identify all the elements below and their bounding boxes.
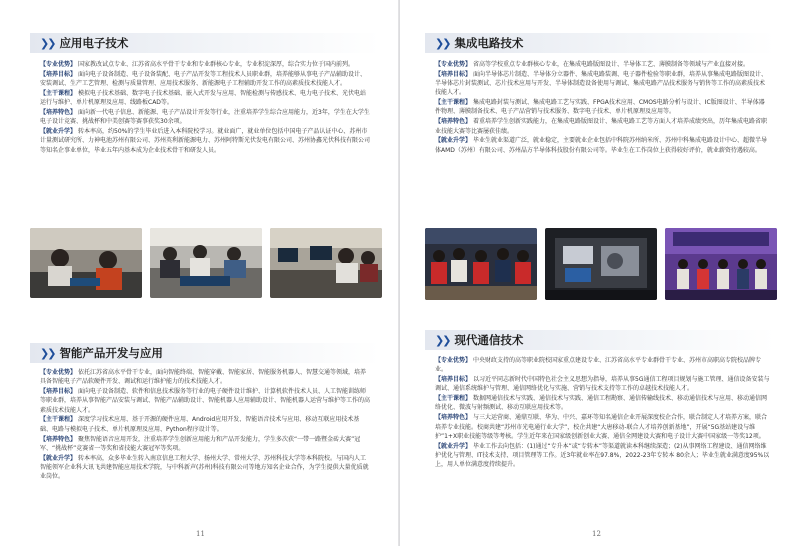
paragraph-goal: 【培养目标】 面向电子设备制造、电子设备装配、电子产品开发等工程技术人员职业群，培养能够从事电子产品辅助设计、安装调试、生产工艺管理、检测与质量管理、应用技术服务、新能源电子工程辅助开发工作的高素质技术技能人才。 bbox=[40, 70, 367, 88]
section-body-ic bbox=[435, 60, 770, 155]
section-body-telecom bbox=[435, 356, 770, 470]
left-page bbox=[0, 0, 399, 546]
section-title: 应用电子技术 bbox=[59, 36, 129, 50]
section-title: 集成电路技术 bbox=[454, 36, 524, 50]
lab-photo-image bbox=[30, 228, 142, 298]
photo-row-ic bbox=[425, 228, 777, 300]
double-chevron-icon: ❯❯ bbox=[40, 36, 55, 50]
section-body-electronics bbox=[40, 60, 370, 155]
lab-photo-image bbox=[150, 228, 262, 298]
lab-photo-image bbox=[270, 228, 382, 298]
section-title: 现代通信技术 bbox=[454, 333, 524, 347]
paragraph-employment: 【就业升学】 转本率高，约50%的学生毕业后进入本科院校学习。就业面广，就业单位包括中国电子产品认证中心、苏州市计量测试研究所、力神电池苏州有限公司、苏州英利新能源电力、苏州阿特斯光伏发电有限公司、苏州协鑫光伏科技有限公司等知名企事业单位，毕业五年内基本成为企业技术骨干和研发人员。 bbox=[40, 128, 371, 154]
paragraph-goal: 【培养目标】 面向电子设备制造、软件和信息技术服务等行业的电子硬件设计维护、计算机软件技术人员、人工智能训练师等职业群，培养从事智能产品安装与调试、智能产品辅助设计、智能机器人应用辅助设计、智能机器人运营与维护等工作的高素质技术技能人才。 bbox=[40, 388, 371, 414]
paragraph-advantage: 【专业优势】 国家教改试点专业、江苏省高水平骨干专业和专业群核心专业，专业积淀深厚，综合实力位于国内前列。 bbox=[40, 61, 355, 68]
section-body-smart-products bbox=[40, 368, 370, 482]
paragraph-features: 【培养特色】 与三大运营商、通鼎互联、华为、中兴、嘉环等知名通信企业开展深度校企合作，联合制定人才培养方案，联合培养专业技能。校商共建“苏州市光电通行业大学”，校企共建“大唐移动-联合人才培养创新基地”，开展“5G基站建设与维护”1+X职业技能等级等考核。学生近年来在国家级创新创业大赛、通信全网建设大赛和电子设计大赛中国家级一等奖12项。 bbox=[435, 414, 768, 440]
paragraph-features: 【培养特色】 着重培养学生创新实践能力，在集成电路版图设计、集成电路工艺等方面人才培养成绩突出，历年集成电路省职业技能大赛等比赛屡获佳绩。 bbox=[435, 118, 768, 135]
section-header-electronics bbox=[30, 33, 380, 53]
paragraph-goal: 【培养目标】 面向半导体芯片制造、半导体分立器件、集成电路装调、电子器件检验等职业群，培养从事集成电路版图设计、半导体芯片封装测试、芯片技术应用与开发、半导体制造设备使用与调试、集成电路产品技术服务与销售等工作的高素质技术技能人才。 bbox=[435, 70, 768, 97]
page-number: 11 bbox=[196, 530, 205, 538]
section-title: 智能产品开发与应用 bbox=[59, 346, 163, 360]
paragraph-courses: 【主干课程】 集成电路封装与测试、集成电路工艺与实践、FPGA技术应用、CMOS电路分析与设计、IC版图设计、半导体器件物理、薄膜制备技术、电子产品营销与技术服务、数字电子技术、单片机原理及应用等。 bbox=[435, 99, 765, 116]
right-page bbox=[400, 0, 799, 546]
paragraph-employment: 【就业升学】 毕业生就业渠道广泛，就业稳定，主要就业企业包括中科院苏州纳米所、苏州中科集成电路设计中心、超微半导体AMD（苏州）有限公司、苏州晶方半导体科技股份有限公司等。毕业生在工作岗位上获得较好评价，就业薪资待遇较高。 bbox=[435, 137, 768, 154]
double-chevron-icon: ❯❯ bbox=[435, 333, 450, 347]
team-photo bbox=[425, 228, 537, 300]
section-header-smart-products bbox=[30, 343, 380, 363]
paragraph-courses: 【主干课程】 模拟电子技术基础、数字电子技术基础、嵌入式开发与应用、智能检测与传感技术、电力电子技术、光伏电站运行与维护、单片机原理及应用、线路板CAD等。 bbox=[40, 89, 367, 107]
double-chevron-icon: ❯❯ bbox=[435, 36, 450, 50]
event-photo bbox=[665, 228, 777, 300]
paragraph-features: 【培养特色】 面向新一代电子信息、新能源、电子产品设计开发等行业，注重培养学生综合应用能力，近3年，学生在大学生电子设计竞赛、挑战杯和中美创赛等赛事获奖30余项。 bbox=[40, 108, 370, 126]
page-number: 12 bbox=[592, 530, 601, 538]
event-photo-image bbox=[665, 228, 777, 300]
lab-photo bbox=[150, 228, 262, 298]
paragraph-courses: 【主干课程】 深度学习技术应用、基于开源的硬件应用、Android应用开发、智能语音技术与应用、移动互联应用技术基础、电路与模拟电子技术、单片机原理及应用、Python程序设计等。 bbox=[40, 416, 360, 433]
equipment-photo-image bbox=[545, 228, 657, 300]
paragraph-goal: 【培养目标】 以习近平同志新时代中国特色社会主义思想为指导，培养从事5G通信工程项目规划与施工管理、通信设备安装与调试、通信系统维护与管理、通信网络优化与实施、营销与技术支持等工作的卓越技术技能人才。 bbox=[435, 376, 770, 393]
paragraph-employment: 【就业升学】 转本率高，众多毕业生转入南京信息工程大学、扬州大学、常州大学、苏州科技大学等本科院校。与国内人工智能领军企业科大讯飞共建智能应用技术学院，与中科新声(苏州)科技有限公司等地方知名企业合作，为学生提供大量优质就业岗位。 bbox=[40, 454, 369, 481]
photo-row-electronics bbox=[30, 228, 382, 298]
lab-photo bbox=[30, 228, 142, 298]
paragraph-advantage: 【专业优势】 中央财政支持的高等职业院校国家重点建设专业、江苏省高水平专业群骨干专业、苏州市高职高专院校品牌专业。 bbox=[435, 357, 762, 374]
paragraph-advantage: 【专业优势】 省高等学校重点专业群核心专业，在集成电路版图设计、半导体工艺、薄膜制备等领域与产业直接对接。 bbox=[435, 61, 750, 68]
lab-photo bbox=[270, 228, 382, 298]
section-header-telecom bbox=[425, 330, 775, 350]
paragraph-advantage: 【专业优势】 依托江苏省高水平骨干专业，面向智能终端、智能穿戴、智能家居、智能服务机器人、智慧交通等领域，培养具备智能电子产品软硬件开发、调试和运行维护能力的技术技能人才。 bbox=[40, 369, 367, 386]
paragraph-courses: 【主干课程】 数据网通信技术与实践、通信技术与实践、通信工程勘察、通信传输线技术、移动通信技术与应用、移动通信网络优化、微波与射频测试、移动互联应用技术等。 bbox=[435, 395, 768, 412]
section-header-ic bbox=[425, 33, 775, 53]
paragraph-features: 【培养特色】 聚焦智能语音应用开发，注重培养学生创新应用能力和产品开发能力，学生多次获“一带一路暨金砖大赛”冠军、“挑战杯”竞赛省一等奖和省技能大赛冠军等奖项。 bbox=[40, 435, 361, 452]
team-photo-image bbox=[425, 228, 537, 300]
equipment-photo bbox=[545, 228, 657, 300]
double-chevron-icon: ❯❯ bbox=[40, 346, 55, 360]
paragraph-employment: 【就业升学】 毕业工作去向包括：(1)通过“专升本”或“专转本”等渠道就读本科继续深造；(2)从事网络工程建设、通信网络维护优化与管理、IT技术支持、项目管理等工作。近3年就业率在97.8%，2022-23年专转本 80余人；毕业生就业满意度95%以上，用人单位满意度持续提升。 bbox=[435, 442, 770, 469]
